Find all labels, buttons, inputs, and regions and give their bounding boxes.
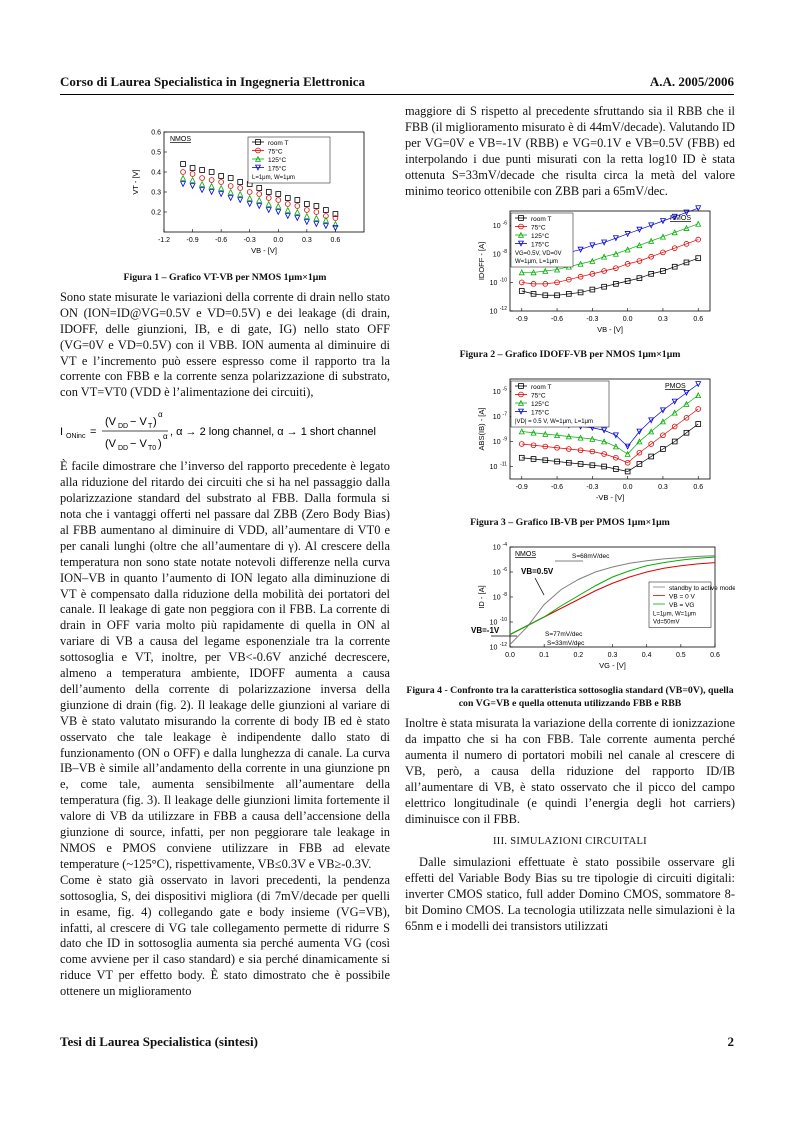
- figure-2-caption: Figura 2 – Grafico IDOFF-VB per NMOS 1μm×1μm: [459, 349, 681, 361]
- x-tick-label: -0.9: [186, 237, 199, 244]
- data-point: [228, 184, 233, 189]
- data-point: [228, 196, 233, 201]
- legend-note: Vd=50mV: [653, 619, 680, 626]
- y-axis-label: ID - [A]: [477, 585, 486, 609]
- data-point: [238, 198, 243, 203]
- figure-1-caption: Figura 1 – Grafico VT-VB per NMOS 1μm×1μm: [123, 271, 327, 283]
- data-point: [200, 182, 205, 187]
- x-tick-label: 0.3: [658, 316, 668, 324]
- data-point: [285, 202, 290, 207]
- legend-entry: 125°C: [268, 157, 287, 164]
- data-point: [219, 180, 224, 185]
- y-tick-exponent: -7: [502, 411, 507, 418]
- legend-note: L=1μm, W=1μm: [252, 175, 295, 181]
- data-point: [181, 162, 186, 167]
- y-axis-label: ABS(IB) - [A]: [477, 407, 486, 451]
- x-tick-label: -0.9: [515, 484, 528, 492]
- svg-text:− V: − V: [130, 416, 147, 429]
- x-axis-label: -VB - [V]: [595, 493, 625, 503]
- legend-entry: standby to active mode: [669, 585, 735, 593]
- data-point: [276, 198, 281, 203]
- y-tick-label: 10: [489, 619, 498, 627]
- equation: [60, 405, 390, 453]
- svg-text:=: =: [90, 426, 97, 439]
- data-point: [304, 202, 309, 207]
- x-tick-label: -0.3: [243, 237, 256, 244]
- svg-text:): ): [158, 438, 162, 451]
- chart-vt-vb: [60, 104, 390, 264]
- data-point: [200, 188, 205, 193]
- svg-text:(V: (V: [105, 416, 116, 429]
- data-point: [304, 220, 309, 225]
- legend-entry: 125°C: [531, 233, 550, 241]
- footer-title: Tesi di Laurea Specialistica (sintesi): [60, 1034, 258, 1049]
- svg-text:(V: (V: [105, 438, 116, 451]
- data-point: [190, 166, 195, 171]
- data-point: [181, 176, 186, 181]
- legend-note: VG=0.5V, VD=0V: [515, 251, 562, 258]
- y-tick-exponent: -10: [499, 277, 507, 284]
- data-point: [209, 190, 214, 195]
- data-point: [257, 192, 262, 197]
- device-type-label: NMOS: [670, 215, 691, 223]
- legend-entry: 125°C: [531, 401, 550, 409]
- page-header: [60, 74, 734, 90]
- y-tick-label: 10: [492, 223, 501, 231]
- data-point: [200, 176, 205, 181]
- data-point: [257, 186, 262, 191]
- svg-text:T: T: [148, 423, 153, 431]
- data-point: [266, 190, 271, 195]
- equation-graphic: [60, 405, 390, 453]
- y-tick-exponent: -8: [502, 592, 507, 599]
- data-point: [181, 182, 186, 187]
- legend-note: |VD| = 0.5 V, W=1μm, L=1μm: [515, 419, 594, 426]
- paragraph: Dalle simulazioni effettuate è stato possibile osservare gli effetti del Variable Body Bias su tre tipologie di circuiti digitali: inverter CMOS statico, full adder Domino CMOS, sommatore 8-bit Domino CMOS. La tecnologia utilizzata nelle simulazioni è la 65nm e i modelli dei transistors utilizzati: [405, 855, 735, 934]
- x-tick-label: 0.6: [693, 316, 704, 324]
- y-tick-exponent: -4: [502, 542, 507, 549]
- data-point: [285, 214, 290, 219]
- x-tick-label: 0.0: [622, 484, 633, 492]
- data-point: [276, 210, 281, 215]
- y-tick-label: 0.5: [151, 149, 161, 157]
- paragraph: È facile dimostrare che l’inverso del rapporto precedente è legato alla riduzione del ritardo dei circuiti che si ha nel passaggio dalla polarizzazione standard del substrato al FBB. Dalla formula si nota che i vantaggi offerti nel passare dal ZBB (Zero Body Bias) al FBB aumentano al diminuire di VDD, all’aumentare di VT0 e per canali lunghi (oltre che all’aumentare di γ). Al crescere della temperatura non sono state notate notevoli differenze nella curva ION–VB in quanto l’aumento di ION legato alla diminuzione di VT è compensato dalla riduzione della mobilità dei portatori del canale. Il leakage di gate non peggiora con il FBB. La corrente di drain in OFF varia molto più rapidamente di quella in ON al variare di VB a causa del legame esponenziale tra la corrente sottosoglia e VT, inoltre, per VB<-0.6V anziché decrescere, almeno a temperatura ambiente, IDOFF aumenta a causa dell’aumento della corrente di polarizzazione inversa della giunzione di drain (fig. 2). Il leakage delle giunzioni al variare di VB è stato valutato misurando la corrente di body IB ed è stato osservato che tale leakage è indipendente dallo stato di funzionamento (ON o OFF) e dalla lunghezza di canale. La curva IB–VB è simile all’andamento della corrente in una giunzione pn e, come tale, aumenta sensibilmente all’aumentare della temperatura (fig. 3). Il leakage delle giunzioni limita fortemente il valore di VB da utilizzare in FBB a causa dell’accensione della giunzione di source, infatti, per non peggiorare tale leakage in NMOS e PMOS conviene utilizzare in FBB ad elevate temperature (~125°C), rispettivamente, VB≤0.3V e VB≥-0.3V.: [60, 459, 390, 871]
- header-rule: [60, 94, 734, 95]
- data-point: [238, 186, 243, 191]
- y-tick-label: 10: [492, 389, 501, 397]
- svg-text:DD: DD: [118, 423, 129, 431]
- data-point: [219, 192, 224, 197]
- figure-4-caption: Figura 4 - Confronto tra la caratteristica sottosoglia standard (VB=0V), quella con VG=VB e quella ottenuta utilizzando FBB e RBB: [406, 685, 734, 710]
- legend-entry: room T: [531, 216, 552, 224]
- header-year: A.A. 2005/2006: [649, 74, 734, 89]
- data-point: [266, 202, 271, 207]
- y-axis-label: IDOFF - [A]: [477, 242, 486, 281]
- series-line: [522, 424, 698, 472]
- y-tick-label: 0.6: [151, 129, 161, 137]
- data-point: [696, 256, 701, 261]
- svg-text:α: α: [163, 432, 168, 442]
- x-tick-label: -0.3: [586, 484, 599, 492]
- y-tick-exponent: -10: [499, 617, 507, 624]
- bias-label: VB=-1V: [471, 626, 500, 636]
- data-point: [247, 196, 252, 201]
- figure-3: [405, 367, 735, 514]
- legend-entry: 75°C: [268, 148, 283, 156]
- legend-entry: VB = VG: [669, 602, 695, 610]
- data-point: [696, 206, 701, 211]
- x-tick-label: 0.6: [693, 484, 704, 492]
- x-tick-label: -1.2: [157, 237, 171, 244]
- page-footer: [60, 1034, 734, 1050]
- bias-label: VB=0.5V: [521, 567, 554, 577]
- data-point: [228, 176, 233, 181]
- legend-entry: 175°C: [531, 409, 550, 417]
- data-point: [314, 216, 319, 221]
- data-point: [304, 208, 309, 213]
- data-point: [314, 210, 319, 215]
- y-axis-label: VT - [V]: [131, 169, 140, 195]
- slope-label: S=68mV/dec: [572, 553, 610, 561]
- y-tick-label: 10: [489, 280, 498, 288]
- bias-arrow: [535, 578, 544, 595]
- data-point: [238, 180, 243, 185]
- x-tick-label: -0.9: [515, 316, 528, 324]
- data-point: [219, 186, 224, 191]
- x-tick-label: 0.3: [658, 484, 668, 492]
- data-point: [190, 178, 195, 183]
- x-tick-label: -0.6: [551, 484, 564, 492]
- x-tick-label: 0.0: [505, 652, 515, 660]
- x-tick-label: 0.4: [641, 652, 652, 660]
- y-tick-label: 0.2: [151, 209, 161, 217]
- y-tick-exponent: -9: [502, 436, 507, 443]
- y-tick-exponent: -11: [500, 461, 507, 468]
- data-point: [266, 196, 271, 201]
- legend-entry: 175°C: [531, 241, 550, 249]
- data-point: [276, 192, 281, 197]
- y-tick-label: 10: [492, 569, 501, 577]
- data-point: [209, 184, 214, 189]
- left-column: [60, 104, 390, 1000]
- data-point: [324, 218, 329, 223]
- data-point: [276, 204, 281, 209]
- data-point: [190, 172, 195, 177]
- legend-note: W=1μm, L=1μm: [515, 259, 558, 266]
- x-axis-label: VB - [V]: [251, 246, 277, 255]
- device-type-label: NMOS: [170, 136, 191, 143]
- paragraph: Inoltre è stata misurata la variazione della corrente di ionizzazione da impatto che si ha con FBB. Tale corrente aumenta perché aumenta il numero di portatori mobili nel canale al crescere di VB, però, a causa della riduzione del rapporto ID/IB all’aumentare di VB, è stato osservato che il picco del campo elettrico longitudinale (e quindi l’energia degli hot carriers) diminuisce con il FBB.: [405, 716, 735, 826]
- chart-idoff-vb: [405, 199, 735, 341]
- x-axis-label: VB - [V]: [597, 325, 623, 335]
- svg-text:I: I: [60, 426, 64, 439]
- y-tick-exponent: -6: [502, 567, 507, 574]
- data-point: [324, 208, 329, 213]
- y-tick-label: 10: [492, 544, 501, 552]
- x-tick-label: 0.2: [573, 652, 584, 660]
- header-course: Corso di Laurea Specialistica in Ingegneria Elettronica: [60, 74, 366, 89]
- x-tick-label: 0.3: [301, 237, 312, 244]
- x-tick-label: 0.0: [273, 237, 284, 244]
- figure-4: [405, 535, 735, 682]
- data-point: [295, 204, 300, 209]
- y-tick-exponent: -6: [502, 220, 507, 227]
- y-tick-label: 10: [492, 414, 501, 422]
- data-point: [247, 190, 252, 195]
- chart-id-vg: [405, 535, 735, 677]
- device-type-label: NMOS: [515, 551, 536, 559]
- data-point: [257, 204, 262, 209]
- data-point: [285, 208, 290, 213]
- data-point: [304, 214, 309, 219]
- data-point: [209, 178, 214, 183]
- slope-label: S=33mV/dec: [547, 640, 585, 648]
- x-tick-label: 0.6: [330, 237, 341, 244]
- svg-text:DD: DD: [118, 445, 129, 453]
- y-tick-label: 10: [489, 644, 498, 652]
- data-point: [181, 170, 186, 175]
- data-point: [324, 224, 329, 229]
- svg-text:, α → 2 long channel, α → 1 sh: , α → 2 long channel, α → 1 short channel: [170, 426, 376, 439]
- legend-entry: room T: [268, 140, 289, 147]
- data-point: [190, 184, 195, 189]
- y-tick-label: 0.3: [151, 189, 161, 197]
- legend-note: L=1μm, W=1μm: [653, 611, 696, 618]
- x-tick-label: 0.1: [539, 652, 550, 660]
- right-column: [405, 104, 735, 935]
- legend-entry: room T: [531, 384, 552, 392]
- section-title: III. SIMULAZIONI CIRCUITALI: [493, 835, 647, 847]
- y-tick-label: 10: [489, 308, 498, 316]
- paragraph: Sono state misurate le variazioni della corrente di drain nello stato ON (ION=ID@VG=0.5V e VD=0.5V) e dei leakage (di drain, IDOFF, delle giunzioni, IB, e di gate, IG) nello stato OFF (VG=0V e VD=0.5V) con il VBB. ION aumenta al diminuire di VT e l’incremento può essere espresso come il rapporto tra la corrente con FBB e la corrente senza polarizzazione di substrato, con VT=VT0 (VDD è l’alimentazione dei circuiti),: [60, 289, 390, 400]
- y-tick-label: 0.4: [151, 169, 161, 177]
- x-tick-label: 0.6: [710, 652, 720, 660]
- data-point: [219, 174, 224, 179]
- device-type-label: PMOS: [665, 383, 686, 391]
- figure-1: [60, 104, 390, 269]
- figure-2: [405, 199, 735, 346]
- y-tick-exponent: -8: [502, 249, 507, 256]
- x-tick-label: -0.6: [215, 237, 228, 244]
- y-tick-exponent: -12: [499, 642, 507, 649]
- x-tick-label: 0.3: [607, 652, 618, 660]
- y-tick-label: 10: [492, 594, 501, 602]
- data-point: [295, 198, 300, 203]
- svg-text:ONinc: ONinc: [66, 433, 86, 441]
- x-tick-label: 0.5: [675, 652, 686, 660]
- legend-entry: 75°C: [531, 392, 546, 400]
- data-point: [247, 202, 252, 207]
- data-point: [209, 170, 214, 175]
- figure-3-caption: Figura 3 – Grafico IB-VB per PMOS 1μm×1μm: [470, 517, 670, 529]
- svg-text:α: α: [158, 410, 163, 420]
- data-point: [295, 216, 300, 221]
- data-point: [295, 210, 300, 215]
- data-point: [257, 198, 262, 203]
- svg-text:): ): [153, 416, 157, 429]
- data-point: [314, 222, 319, 227]
- page-number: 2: [727, 1034, 734, 1049]
- data-point: [200, 168, 205, 173]
- y-tick-label: 10: [489, 464, 498, 472]
- svg-text:T0: T0: [148, 445, 157, 453]
- data-point: [314, 204, 319, 209]
- y-tick-exponent: -12: [499, 306, 507, 313]
- legend-entry: VB = 0 V: [669, 593, 695, 601]
- x-tick-label: -0.6: [551, 316, 564, 324]
- paragraph: Come è stato già osservato in lavori precedenti, la pendenza sottosoglia, S, dei dispositivi migliora (di 7mV/decade per quelli in esame, fig. 4) collegando gate e body insieme (VG=VB), infatti, al crescere di VG tale collegamento permette di ridurre S dato che ID in sottosoglia aumenta sia perché aumenta VG (così come avviene per il caso standard) e sia perché dinamicamente si riduce VT per effetto body. È stato dimostrato che è possibile ottenere un miglioramento: [60, 872, 390, 999]
- x-tick-label: -0.3: [586, 316, 599, 324]
- y-tick-exponent: -5: [502, 386, 507, 393]
- data-point: [238, 192, 243, 197]
- legend-entry: 75°C: [531, 224, 546, 232]
- x-axis-label: VG - [V]: [599, 661, 626, 671]
- data-point: [228, 190, 233, 195]
- data-point: [285, 196, 290, 201]
- svg-text:− V: − V: [130, 438, 147, 451]
- legend-entry: 175°C: [268, 165, 287, 173]
- chart-ib-vb: [405, 367, 735, 509]
- y-tick-label: 10: [492, 439, 501, 447]
- y-tick-label: 10: [492, 251, 501, 259]
- x-tick-label: 0.0: [622, 316, 633, 324]
- data-point: [266, 208, 271, 213]
- slope-label: S=77mV/dec: [545, 631, 583, 639]
- paragraph: maggiore di S rispetto al precedente sfruttando sia il RBB che il FBB (il miglioramento misurato è di 44mV/decade). Valutando ID per VG=0V e VB=-1V (RBB) e VG=0.1V e VB=0.5V (FBB) ed interpolando i due punti misurati con la retta log10 ID è stata ottenuta S=33mV/decade che risulta circa la metà del valore minimo teorico ottenibile con ZBB pari a 65mV/dec.: [405, 104, 735, 198]
